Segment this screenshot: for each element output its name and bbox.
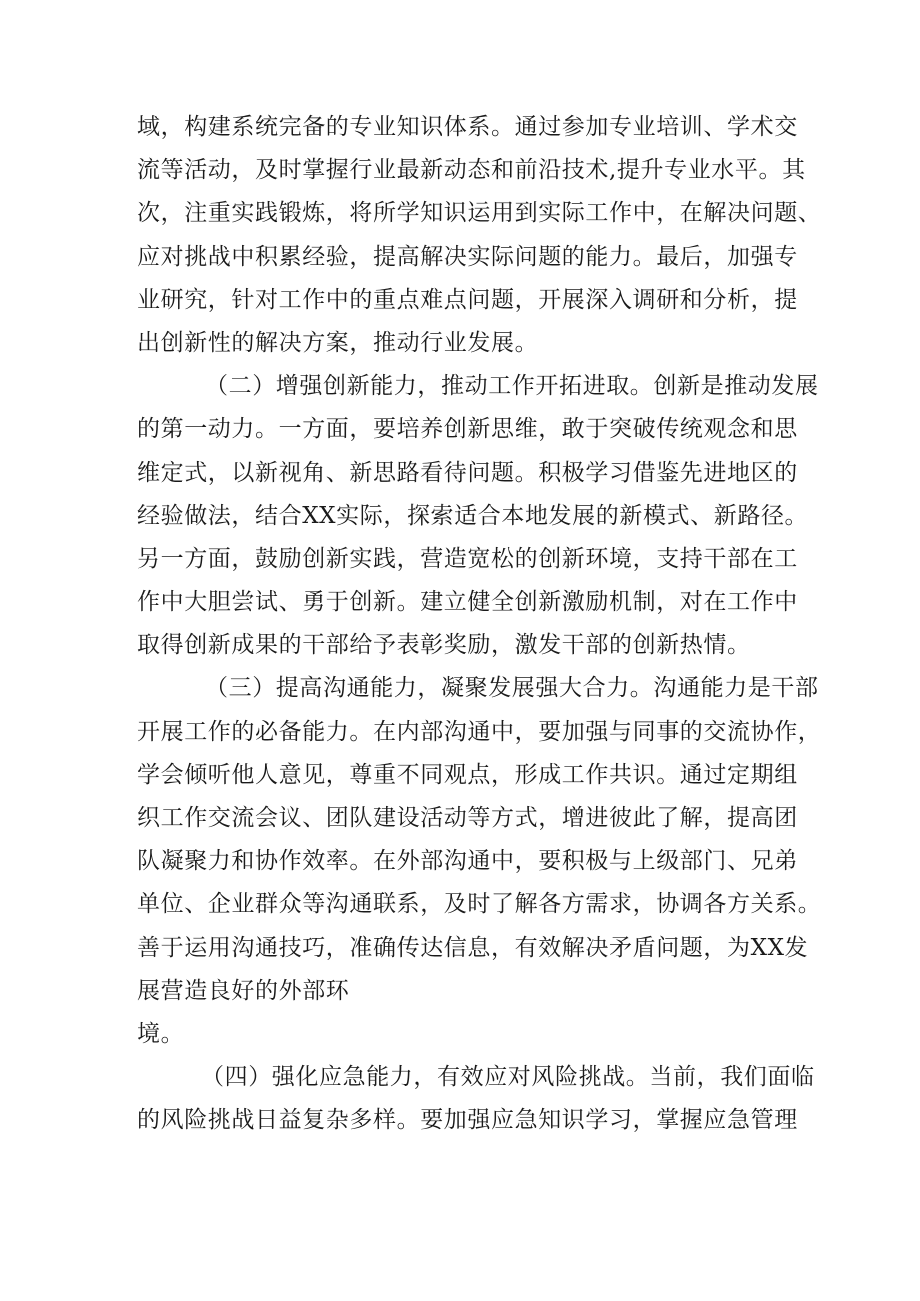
text-line: 的风险挑战日益复杂多样。要加强应急知识学习，掌握应急管理: [137, 1107, 798, 1134]
section-heading-line: （二）增强创新能力，推动工作开拓进取。创新是推动发展: [205, 373, 819, 400]
text-line: 学会倾听他人意见，尊重不同观点，形成工作共识。通过定期组: [137, 761, 798, 788]
text-line: 展营造良好的外部环: [137, 977, 350, 1004]
text-line: 织工作交流会议、团队建设活动等方式，增进彼此了解，提高团: [137, 805, 798, 831]
text-line: 应对挑战中积累经验，提高解决实际问题的能力。最后，加强专: [137, 243, 798, 270]
text-line: 出创新性的解决方案，推动行业发展。: [137, 329, 539, 356]
text-line: 流等活动，及时掌握行业最新动态和前沿技术,提升专业水平。其: [137, 157, 806, 184]
text-line: 取得创新成果的干部给予表彰奖励，激发干部的创新热情。: [137, 632, 751, 659]
text-line: 业研究，针对工作中的重点难点问题，开展深入调研和分析，提: [137, 286, 798, 313]
text-line: 另一方面，鼓励创新实践，营造宽松的创新环境，支持干部在工: [137, 545, 798, 572]
text-line: 域，构建系统完备的专业知识体系。通过参加专业培训、学术交: [137, 114, 798, 140]
text-line: 开展工作的必备能力。在内部沟通中，要加强与同事的交流协作，: [137, 718, 822, 745]
section-heading-line: （四）强化应急能力，有效应对风险挑战。当前，我们面临: [201, 1064, 815, 1091]
section-heading-line: （三）提高沟通能力，凝聚发展强大合力。沟通能力是干部: [205, 675, 819, 702]
text-line: 的第一动力。一方面，要培养创新思维，敢于突破传统观念和思: [137, 416, 798, 443]
text-line: 队凝聚力和协作效率。在外部沟通中，要积极与上级部门、兄弟: [137, 848, 798, 875]
text-line: 善于运用沟通技巧，准确传达信息，有效解决矛盾问题，为XX发: [137, 934, 809, 961]
text-line: 单位、企业群众等沟通联系，及时了解各方需求，协调各方关系。: [137, 891, 822, 918]
text-line: 经验做法，结合XX实际，探索适合本地发展的新模式、新路径。: [137, 502, 809, 529]
body-text: [137, 106, 822, 1143]
text-line: 作中大胆尝试、勇于创新。建立健全创新激励机制，对在工作中: [137, 589, 798, 616]
text-line: 境。: [137, 1020, 185, 1047]
text-line: 次，注重实践锻炼，将所学知识运用到实际工作中，在解决问题、: [137, 200, 822, 227]
text-line: 维定式，以新视角、新思路看待问题。积极学习借鉴先进地区的: [137, 459, 798, 486]
